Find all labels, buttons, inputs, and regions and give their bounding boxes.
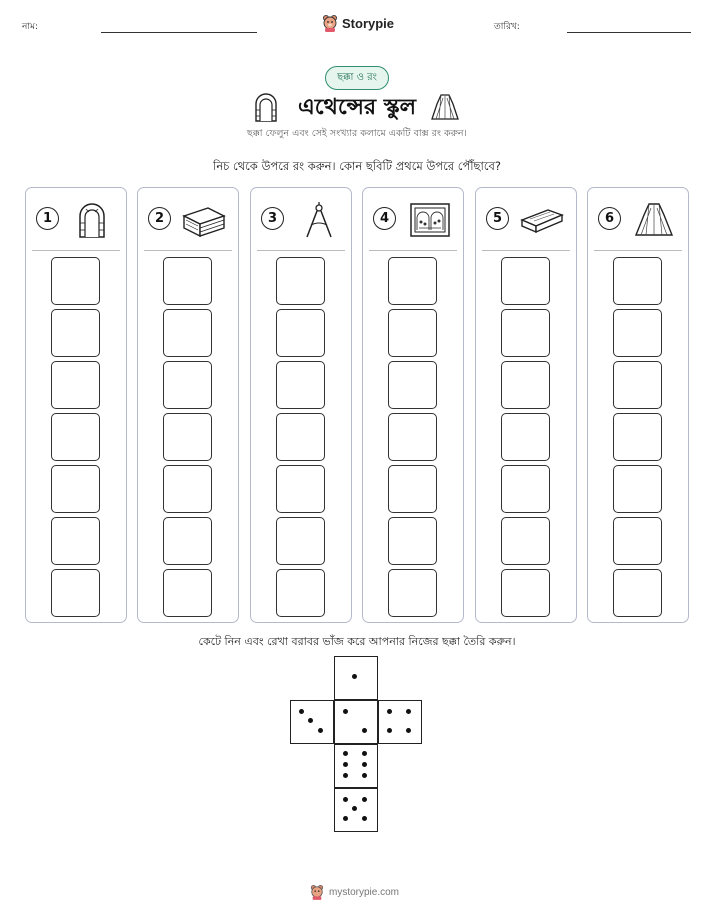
color-box[interactable] [613, 465, 662, 513]
column-header [34, 202, 118, 238]
bear-icon [322, 14, 338, 32]
die-face-5 [334, 788, 378, 832]
bear-icon [310, 884, 324, 900]
column-number: 2 [148, 207, 171, 230]
die-pip [406, 728, 411, 733]
color-box[interactable] [388, 309, 437, 357]
color-box[interactable] [276, 517, 325, 565]
column-6 [587, 187, 689, 623]
color-box[interactable] [613, 517, 662, 565]
color-box[interactable] [501, 309, 550, 357]
date-label: তারিখ: [494, 22, 520, 32]
die-pip [387, 709, 392, 714]
column-5 [475, 187, 577, 623]
color-box[interactable] [388, 517, 437, 565]
arch-window-icon [70, 202, 114, 238]
cloak-icon [430, 92, 460, 122]
color-box[interactable] [388, 413, 437, 461]
color-box[interactable] [276, 257, 325, 305]
die-pip [343, 762, 348, 767]
color-box[interactable] [51, 309, 100, 357]
die-pip [299, 709, 304, 714]
page-subtitle: ছক্কা ফেলুন এবং সেই সংখ্যার কলামে একটি বাক্স রং করুন। [247, 128, 467, 139]
column-divider [32, 250, 120, 251]
color-box[interactable] [163, 413, 212, 461]
color-box[interactable] [51, 569, 100, 617]
compass-icon [295, 202, 339, 238]
column-header [146, 202, 230, 238]
color-box[interactable] [388, 361, 437, 409]
color-box[interactable] [51, 465, 100, 513]
column-divider [144, 250, 232, 251]
color-box[interactable] [163, 569, 212, 617]
column-4 [362, 187, 464, 623]
name-line[interactable] [101, 32, 257, 33]
die-face-4 [378, 700, 422, 744]
color-box[interactable] [276, 569, 325, 617]
brand-name: Storypie [342, 15, 395, 31]
color-box[interactable] [388, 465, 437, 513]
column-divider [594, 250, 682, 251]
color-box[interactable] [276, 413, 325, 461]
footer [310, 884, 399, 900]
brand-logo [322, 13, 394, 33]
cut-instruction: কেটে নিন এবং রেখা বরাবর ভাঁজ করে আপনার নিজের ছক্কা তৈরি করুন। [198, 635, 516, 648]
die-pip [352, 806, 357, 811]
die-face-2 [334, 700, 378, 744]
column-1 [25, 187, 127, 623]
books-icon [182, 202, 226, 238]
die-face-1 [334, 656, 378, 700]
color-box[interactable] [613, 309, 662, 357]
color-box[interactable] [163, 465, 212, 513]
color-box[interactable] [51, 413, 100, 461]
color-box[interactable] [51, 517, 100, 565]
die-pip [362, 797, 367, 802]
die-pip [343, 751, 348, 756]
color-box[interactable] [613, 361, 662, 409]
die-pip [318, 728, 323, 733]
column-number: 3 [261, 207, 284, 230]
color-box[interactable] [613, 413, 662, 461]
date-line[interactable] [567, 32, 691, 33]
die-pip [362, 773, 367, 778]
die-pip [308, 718, 313, 723]
die-pip [362, 816, 367, 821]
die-pip [343, 773, 348, 778]
column-3 [250, 187, 352, 623]
color-box[interactable] [163, 361, 212, 409]
name-label: নাম: [22, 22, 39, 32]
stone-tablet-icon [520, 202, 564, 238]
die-pip [362, 762, 367, 767]
die-pip [343, 709, 348, 714]
cloak-icon [632, 202, 676, 238]
die-pip [362, 751, 367, 756]
color-box[interactable] [163, 309, 212, 357]
die-pip [362, 728, 367, 733]
color-box[interactable] [613, 569, 662, 617]
die-pip [406, 709, 411, 714]
column-divider [369, 250, 457, 251]
color-box[interactable] [388, 257, 437, 305]
color-box[interactable] [388, 569, 437, 617]
column-header [259, 202, 343, 238]
color-box[interactable] [501, 569, 550, 617]
column-divider [482, 250, 570, 251]
color-box[interactable] [163, 257, 212, 305]
die-pip [343, 816, 348, 821]
color-box[interactable] [51, 257, 100, 305]
color-box[interactable] [501, 413, 550, 461]
color-box[interactable] [276, 361, 325, 409]
die-face-6 [334, 744, 378, 788]
column-header [484, 202, 568, 238]
column-2 [137, 187, 239, 623]
die-pip [343, 797, 348, 802]
column-number: 1 [36, 207, 59, 230]
die-face-3 [290, 700, 334, 744]
color-box[interactable] [501, 361, 550, 409]
color-box[interactable] [163, 517, 212, 565]
column-number: 5 [486, 207, 509, 230]
color-box[interactable] [276, 465, 325, 513]
die-pip [352, 674, 357, 679]
footer-url[interactable]: mystorypie.com [329, 886, 400, 898]
column-number: 4 [373, 207, 396, 230]
column-header [596, 202, 680, 238]
game-instruction: নিচ থেকে উপরে রং করুন। কোন ছবিটি প্রথমে উপরে পৌঁছাবে? [213, 159, 501, 173]
color-box[interactable] [501, 517, 550, 565]
color-box[interactable] [501, 257, 550, 305]
column-number: 6 [598, 207, 621, 230]
column-header [371, 202, 455, 238]
page-title: এথেন্সের স্কুল [298, 95, 416, 120]
activity-badge: ছক্কা ও রং [325, 66, 389, 90]
color-box[interactable] [276, 309, 325, 357]
color-box[interactable] [501, 465, 550, 513]
die-pip [387, 728, 392, 733]
color-box[interactable] [51, 361, 100, 409]
fresco-painting-icon [407, 202, 451, 238]
column-divider [257, 250, 345, 251]
color-box[interactable] [613, 257, 662, 305]
